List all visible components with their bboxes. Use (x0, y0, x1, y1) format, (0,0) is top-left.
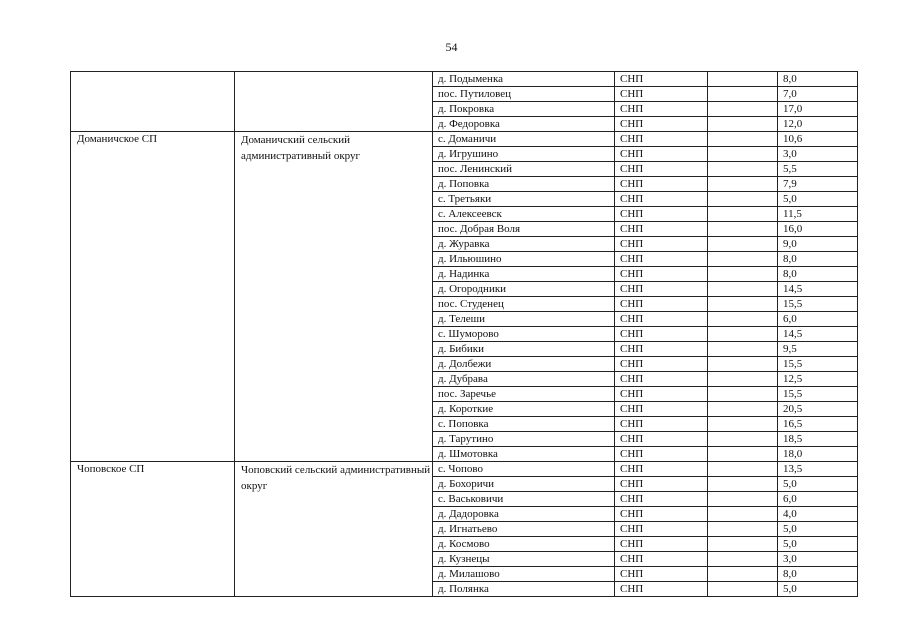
settlement-type-cell: СНП (615, 312, 708, 327)
settlement-type-cell: СНП (615, 297, 708, 312)
distance-cell: 5,0 (778, 537, 858, 552)
distance-cell: 5,0 (778, 522, 858, 537)
district-cell: Доманичский сельский административный округ (235, 132, 433, 462)
empty-cell (708, 237, 778, 252)
settlement-cell: пос. Ленинский (433, 162, 615, 177)
district-cell: Чоповский сельский административный округ (235, 462, 433, 597)
municipality-cell: Чоповское СП (71, 462, 235, 597)
settlement-cell: д. Бибики (433, 342, 615, 357)
empty-cell (708, 372, 778, 387)
settlement-type-cell: СНП (615, 222, 708, 237)
settlement-cell: д. Бохоричи (433, 477, 615, 492)
settlement-cell: д. Игнатьево (433, 522, 615, 537)
settlement-cell: д. Кузнецы (433, 552, 615, 567)
distance-cell: 16,5 (778, 417, 858, 432)
empty-cell (708, 432, 778, 447)
distance-cell: 16,0 (778, 222, 858, 237)
settlement-cell: д. Надинка (433, 267, 615, 282)
distance-cell: 5,0 (778, 192, 858, 207)
settlement-cell: д. Дубрава (433, 372, 615, 387)
distance-cell: 8,0 (778, 267, 858, 282)
settlement-cell: пос. Путиловец (433, 87, 615, 102)
settlement-cell: д. Долбежи (433, 357, 615, 372)
settlement-type-cell: СНП (615, 207, 708, 222)
settlement-cell: д. Тарутино (433, 432, 615, 447)
distance-cell: 8,0 (778, 72, 858, 87)
settlement-cell: д. Телеши (433, 312, 615, 327)
empty-cell (708, 507, 778, 522)
settlement-cell: с. Шуморово (433, 327, 615, 342)
settlement-cell: д. Игрушино (433, 147, 615, 162)
distance-cell: 13,5 (778, 462, 858, 477)
distance-cell: 5,0 (778, 582, 858, 597)
empty-cell (708, 567, 778, 582)
settlement-type-cell: СНП (615, 387, 708, 402)
settlement-type-cell: СНП (615, 102, 708, 117)
empty-cell (708, 102, 778, 117)
settlement-type-cell: СНП (615, 447, 708, 462)
distance-cell: 15,5 (778, 387, 858, 402)
settlement-type-cell: СНП (615, 342, 708, 357)
empty-cell (708, 312, 778, 327)
settlement-cell: д. Ильюшино (433, 252, 615, 267)
empty-cell (708, 267, 778, 282)
distance-cell: 20,5 (778, 402, 858, 417)
empty-cell (708, 162, 778, 177)
settlement-type-cell: СНП (615, 372, 708, 387)
settlement-cell: пос. Студенец (433, 297, 615, 312)
table-row (71, 462, 858, 477)
settlement-type-cell: СНП (615, 462, 708, 477)
settlement-cell: с. Поповка (433, 417, 615, 432)
settlement-type-cell: СНП (615, 582, 708, 597)
distance-cell: 5,5 (778, 162, 858, 177)
settlement-type-cell: СНП (615, 252, 708, 267)
settlement-type-cell: СНП (615, 87, 708, 102)
table-row (71, 132, 858, 147)
distance-cell: 12,5 (778, 372, 858, 387)
distance-cell: 6,0 (778, 492, 858, 507)
distance-cell: 17,0 (778, 102, 858, 117)
settlement-type-cell: СНП (615, 507, 708, 522)
settlement-type-cell: СНП (615, 117, 708, 132)
empty-cell (708, 252, 778, 267)
municipality-cell: Доманичское СП (71, 132, 235, 462)
settlement-cell: д. Милашово (433, 567, 615, 582)
settlement-type-cell: СНП (615, 192, 708, 207)
settlement-type-cell: СНП (615, 567, 708, 582)
distance-cell: 8,0 (778, 252, 858, 267)
settlement-cell: с. Алексеевск (433, 207, 615, 222)
empty-cell (708, 477, 778, 492)
table-row (71, 72, 858, 87)
distance-cell: 15,5 (778, 357, 858, 372)
settlement-type-cell: СНП (615, 237, 708, 252)
distance-cell: 8,0 (778, 567, 858, 582)
settlement-cell: д. Дадоровка (433, 507, 615, 522)
empty-cell (708, 207, 778, 222)
distance-cell: 18,0 (778, 447, 858, 462)
municipality-cell (71, 72, 235, 132)
empty-cell (708, 552, 778, 567)
empty-cell (708, 87, 778, 102)
settlement-cell: с. Третьяки (433, 192, 615, 207)
empty-cell (708, 297, 778, 312)
empty-cell (708, 387, 778, 402)
distance-cell: 3,0 (778, 147, 858, 162)
settlement-type-cell: СНП (615, 492, 708, 507)
empty-cell (708, 357, 778, 372)
distance-cell: 18,5 (778, 432, 858, 447)
settlement-type-cell: СНП (615, 522, 708, 537)
page-number: 54 (445, 40, 458, 54)
settlement-type-cell: СНП (615, 177, 708, 192)
empty-cell (708, 402, 778, 417)
empty-cell (708, 177, 778, 192)
empty-cell (708, 342, 778, 357)
distance-cell: 4,0 (778, 507, 858, 522)
settlement-cell: д. Поповка (433, 177, 615, 192)
settlement-type-cell: СНП (615, 537, 708, 552)
settlement-cell: д. Федоровка (433, 117, 615, 132)
settlement-cell: с. Чопово (433, 462, 615, 477)
settlement-cell: пос. Добрая Воля (433, 222, 615, 237)
settlement-cell: д. Покровка (433, 102, 615, 117)
empty-cell (708, 117, 778, 132)
distance-cell: 6,0 (778, 312, 858, 327)
settlement-cell: д. Подыменка (433, 72, 615, 87)
distance-cell: 9,5 (778, 342, 858, 357)
settlement-cell: д. Огородники (433, 282, 615, 297)
empty-cell (708, 327, 778, 342)
settlement-type-cell: СНП (615, 477, 708, 492)
settlement-cell: д. Космово (433, 537, 615, 552)
empty-cell (708, 582, 778, 597)
empty-cell (708, 72, 778, 87)
settlement-type-cell: СНП (615, 327, 708, 342)
empty-cell (708, 192, 778, 207)
distance-cell: 7,0 (778, 87, 858, 102)
empty-cell (708, 417, 778, 432)
distance-cell: 5,0 (778, 477, 858, 492)
settlement-type-cell: СНП (615, 417, 708, 432)
settlement-cell: д. Шмотовка (433, 447, 615, 462)
settlement-type-cell: СНП (615, 132, 708, 147)
distance-cell: 9,0 (778, 237, 858, 252)
distance-cell: 3,0 (778, 552, 858, 567)
settlement-type-cell: СНП (615, 402, 708, 417)
district-cell (235, 72, 433, 132)
settlement-cell: д. Короткие (433, 402, 615, 417)
empty-cell (708, 522, 778, 537)
distance-cell: 10,6 (778, 132, 858, 147)
settlement-cell: с. Доманичи (433, 132, 615, 147)
settlement-type-cell: СНП (615, 552, 708, 567)
empty-cell (708, 147, 778, 162)
settlement-cell: с. Васьковичи (433, 492, 615, 507)
settlements-table (70, 71, 858, 597)
settlements-table-body (71, 72, 858, 597)
settlement-type-cell: СНП (615, 432, 708, 447)
settlement-type-cell: СНП (615, 162, 708, 177)
empty-cell (708, 447, 778, 462)
settlement-cell: д. Полянка (433, 582, 615, 597)
settlement-cell: пос. Заречье (433, 387, 615, 402)
settlement-type-cell: СНП (615, 72, 708, 87)
distance-cell: 7,9 (778, 177, 858, 192)
settlement-type-cell: СНП (615, 357, 708, 372)
empty-cell (708, 282, 778, 297)
distance-cell: 15,5 (778, 297, 858, 312)
settlement-type-cell: СНП (615, 147, 708, 162)
empty-cell (708, 222, 778, 237)
settlement-type-cell: СНП (615, 267, 708, 282)
distance-cell: 14,5 (778, 282, 858, 297)
empty-cell (708, 462, 778, 477)
empty-cell (708, 537, 778, 552)
distance-cell: 11,5 (778, 207, 858, 222)
settlement-cell: д. Журавка (433, 237, 615, 252)
empty-cell (708, 492, 778, 507)
settlement-type-cell: СНП (615, 282, 708, 297)
distance-cell: 12,0 (778, 117, 858, 132)
empty-cell (708, 132, 778, 147)
distance-cell: 14,5 (778, 327, 858, 342)
